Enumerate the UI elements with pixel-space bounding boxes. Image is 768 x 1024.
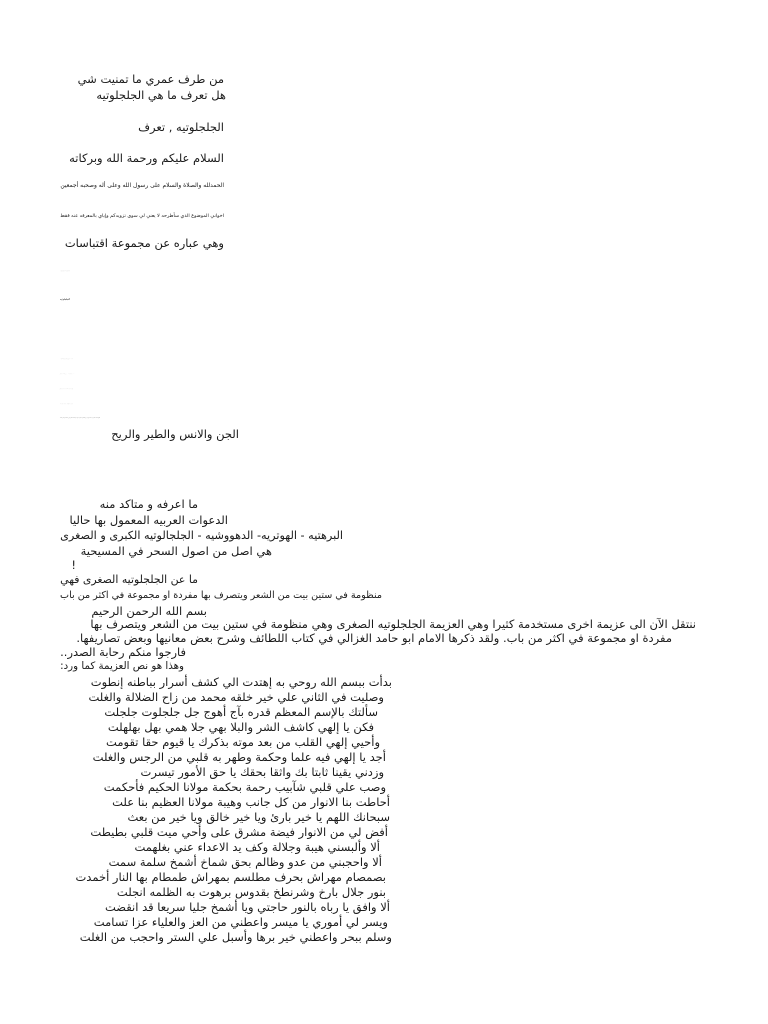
poem-verse: أحاطت بنا الانوار من كل جانب وهيبة مولانا العظيم بنا علت xyxy=(112,795,390,809)
purpose-line: اخواني الموضوع الذي سأطرحه لا يعني لي سوى تزويدكم وإياي بالمعرفه عنه فقط xyxy=(60,213,224,219)
section2-line-9: ننتقل الآن الى عزيمة اخرى مستخدمة كثيرا وهي العزيمة الجلجلوتيه الصغرى وهي منظومة في ستين بيت من الشعر ويتصرف بها xyxy=(90,617,696,631)
para1-line-5 xyxy=(60,412,100,426)
quotes-line: وهي عباره عن مجموعة اقتباسات xyxy=(64,236,224,250)
section2-line-4: هي اصل من اصول السحر في المسيحية xyxy=(80,544,272,558)
research-line xyxy=(61,264,70,278)
intro-line-1: من طرف عمري ما تمنيت شي xyxy=(77,72,224,86)
poem-verse: سبحانك اللهم يا خير بارئ ويا خير خالق ويا خير من بعث xyxy=(127,810,390,824)
poem-verse: بصمصام مهراش بحرف مطلسم بمهراش طمطام بها النار أخمدت xyxy=(75,870,386,884)
greeting-line: السلام عليكم ورحمة الله وبركاته xyxy=(69,151,224,165)
intro-line-2: هل تعرف ما هي الجلجلوتيه xyxy=(96,88,226,102)
poem-verse: وصب علي قلبي شآبيب رحمة بحكمة مولانا الحكيم فأحكمت xyxy=(103,780,386,794)
poem-verse: وصليت في الثاني علي خير خلقه محمد من زاح الضلالة والغلت xyxy=(88,690,384,704)
para1-line-6: الجن والانس والطير والريح xyxy=(111,427,239,441)
topic-word: الجلجلوتيه xyxy=(60,298,70,301)
intro-line-3: الجلجلوتيه , تعرف xyxy=(138,120,224,134)
section2-line-11: فارجوا منكم رحابة الصدر.. xyxy=(60,645,186,659)
section2-line-7: منظومة في ستين بيت من الشعر ويتصرف بها مفردة او مجموعة في اكثر من باب xyxy=(60,590,382,601)
para1-line-4 xyxy=(60,397,73,411)
poem-verse: فكن يا إلهي كاشف الشر والبلا بهي جلا همي بهل بهلهلت xyxy=(107,720,374,734)
para1-line-1 xyxy=(61,352,74,366)
poem-verse: ويسر لي أموري يا ميسر واعطني من العز والعلياء عزا تسامت xyxy=(93,915,388,929)
section2-line-1: ما اعرفه و متاكد منه xyxy=(99,497,198,511)
praise-line: الحمدلله والصلاة والسلام على رسول الله وعلى أله وصحبه أجمعين xyxy=(60,182,224,189)
poem-verse: وزدني يقينا ثابتا بك واثقا بحقك يا حق الأمور تيسرت xyxy=(140,765,384,779)
poem-verse: وسلم ببحر واعطني خير برها وأسبل علي الستر واحجب من الغلت xyxy=(79,930,392,944)
section2-line-3: البرهتيه - الهوتريه- الدهووشيه - الجلجالوتيه الكبرى و الصغرى xyxy=(60,529,343,542)
para1-line-2 xyxy=(60,367,75,381)
poem-verse: ألا وافق يا رباه بالنور حاجتي ويا أشمخ جليا سريعا قد انقضت xyxy=(104,900,390,914)
poem-verse: بنور جلال بارخ وشرنطخ بقدوس برهوت به الظلمه انجلت xyxy=(116,885,386,899)
poem-verse: وأحيي إلهي القلب من بعد موته بذكرك يا قيوم حقا تقومت xyxy=(106,735,380,749)
para1-line-3 xyxy=(60,382,73,396)
section2-line-5: ! xyxy=(71,558,76,572)
poem-verse: بدأت ببسم الله روحي به إهتدت الي كشف أسرار بباطنه إنطوت xyxy=(90,675,392,689)
poem-verse: ألا وألبسني هيبة وجلالة وكف يد الاعداء عني بغلهمت xyxy=(134,840,380,854)
section2-line-6: ما عن الجلجلوتيه الصغرى فهي xyxy=(60,573,198,586)
section2-line-8: بسم الله الرحمن الرحيم xyxy=(91,604,207,618)
section2-line-2: الدعوات العربيه المعمول بها حاليا xyxy=(69,513,228,527)
section2-line-12: وهذا هو نص العزيمة كما ورد: xyxy=(60,660,184,672)
poem-verse: ألا واحجبني من عدو وظالم بحق شماخ أشمخ سلمة سمت xyxy=(108,855,382,869)
poem-verse: سألتك بالإسم المعظم قدره بآج أهوج جل جلجلوت جلجلت xyxy=(104,705,378,719)
section2-line-10: مفردة او مجموعة في اكثر من باب. ولقد ذكرها الامام ابو حامد الغزالي في كتاب اللطائف وشرح بعض معانيها وبعض تصاريفها. xyxy=(76,631,672,645)
poem-verse: أجد يا إلهي فيه علما وحكمة وطهر به قلبي من الرجس والغلت xyxy=(92,750,386,764)
poem-verse: أفض لي من الانوار فيضة مشرق على وأحي ميت قلبي بطيطت xyxy=(90,825,388,839)
